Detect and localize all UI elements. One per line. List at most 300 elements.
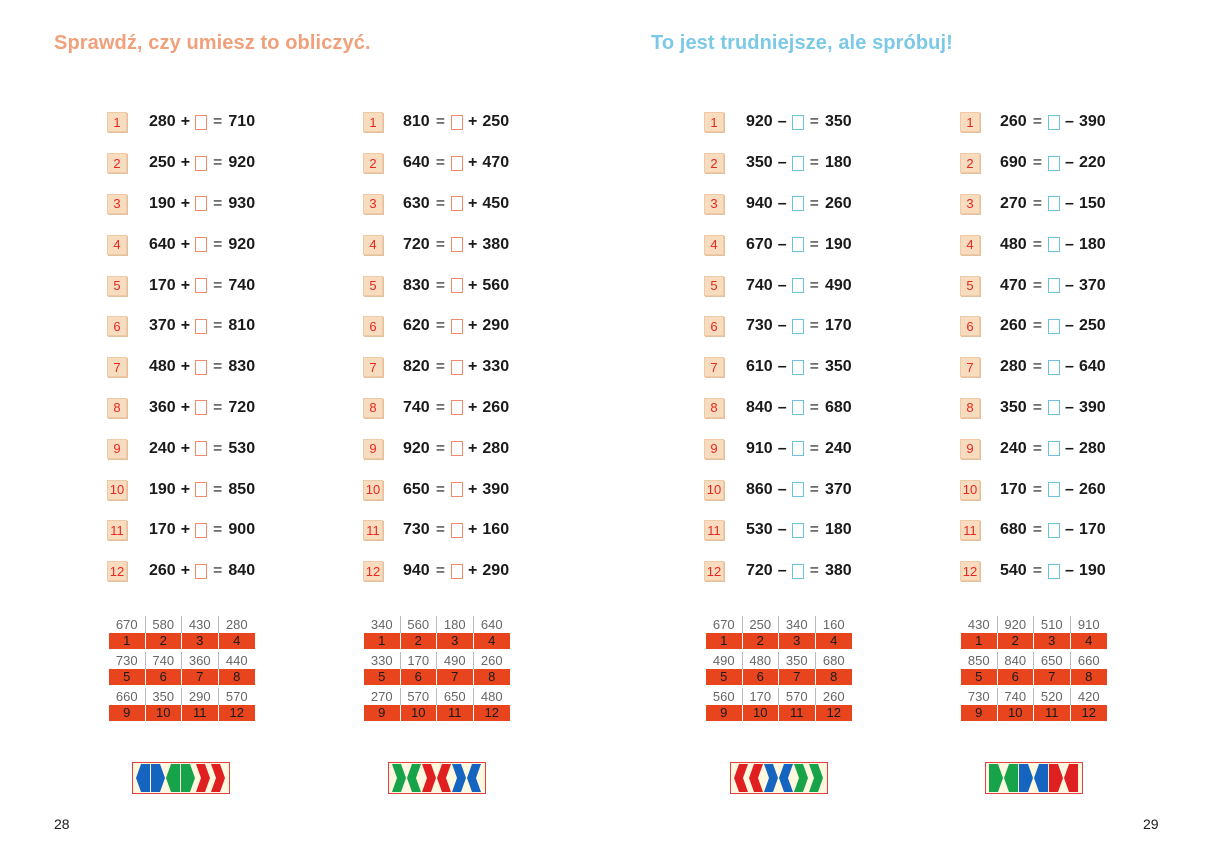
equals-sign: =: [1032, 480, 1043, 498]
equation: [746, 440, 852, 458]
answer-value: 430: [182, 616, 219, 633]
equals-sign: =: [435, 439, 446, 457]
operator: +: [180, 562, 191, 580]
operand-a: 350: [1000, 398, 1027, 416]
exercise-number: 3: [960, 194, 980, 214]
exercise-row: [960, 428, 1120, 469]
answer-value: 840: [998, 652, 1035, 669]
page-number-left: 28: [54, 816, 70, 832]
equation: [746, 521, 852, 539]
answer-values-row: [961, 652, 1107, 669]
exercise-number: 7: [960, 357, 980, 377]
answer-value: 430: [961, 616, 998, 633]
exercise-row: [704, 510, 864, 551]
answer-number: 2: [146, 633, 183, 649]
answer-number: 9: [961, 705, 998, 721]
exercise-number: 6: [363, 316, 383, 336]
equation: [746, 562, 852, 580]
operator: +: [180, 480, 191, 498]
exercise-number: 9: [960, 439, 980, 459]
operand-c: 370: [824, 480, 852, 498]
operand-a: 920: [746, 113, 773, 131]
answer-values-row: [109, 616, 255, 633]
pattern-code-1: [132, 762, 230, 794]
exercise-number: 5: [107, 276, 127, 296]
operator: –: [777, 317, 787, 335]
equation: [403, 481, 509, 499]
answer-box[interactable]: [792, 564, 804, 579]
pattern-shape: [794, 764, 808, 792]
answer-value: 850: [961, 652, 998, 669]
answer-box[interactable]: [1048, 278, 1060, 293]
answer-box[interactable]: [195, 400, 207, 415]
exercise-row: [704, 388, 864, 429]
operand-a: 940: [403, 562, 430, 580]
equation: [149, 521, 255, 539]
answer-box[interactable]: [451, 441, 463, 456]
answer-value: 170: [401, 652, 438, 669]
operand-c: 260: [482, 398, 510, 416]
operand-c: 250: [482, 113, 510, 131]
operand-a: 170: [149, 276, 176, 294]
answer-number: 2: [998, 633, 1035, 649]
answer-box[interactable]: [1048, 319, 1060, 334]
answer-value: 520: [1034, 688, 1071, 705]
answer-value: 170: [743, 688, 780, 705]
operand-a: 370: [149, 317, 176, 335]
answer-box[interactable]: [195, 360, 207, 375]
equation: [1000, 358, 1106, 376]
answer-box[interactable]: [792, 360, 804, 375]
answer-box[interactable]: [451, 278, 463, 293]
answer-box[interactable]: [195, 564, 207, 579]
operand-c: 380: [482, 235, 510, 253]
answer-box[interactable]: [792, 237, 804, 252]
answer-box[interactable]: [792, 482, 804, 497]
answer-value: 650: [1034, 652, 1071, 669]
equals-sign: =: [435, 276, 446, 294]
exercise-number: 1: [107, 112, 127, 132]
answer-value: 670: [706, 616, 743, 633]
answer-number: 1: [364, 633, 401, 649]
operator: +: [468, 154, 478, 172]
answer-value: 560: [706, 688, 743, 705]
operator: +: [468, 521, 478, 539]
answer-box[interactable]: [451, 523, 463, 538]
equals-sign: =: [809, 113, 819, 131]
exercise-number: 3: [107, 194, 127, 214]
operand-a: 260: [1000, 317, 1027, 335]
operand-a: 860: [746, 480, 773, 498]
answer-values-row: [364, 688, 510, 705]
answer-box[interactable]: [451, 237, 463, 252]
exercise-number: 9: [704, 439, 724, 459]
equals-sign: =: [1032, 113, 1043, 131]
operand-c: 740: [228, 276, 256, 294]
equals-sign: =: [1032, 317, 1043, 335]
pattern-shape: [764, 764, 778, 792]
equation: [403, 317, 509, 335]
exercise-row: [107, 428, 267, 469]
operator: +: [180, 194, 191, 212]
exercise-row: [704, 102, 864, 143]
equals-sign: =: [435, 521, 446, 539]
equation: [746, 195, 852, 213]
answer-values-row: [961, 616, 1107, 633]
answer-box[interactable]: [451, 156, 463, 171]
equals-sign: =: [435, 398, 446, 416]
equation: [1000, 440, 1106, 458]
answer-number: 11: [437, 705, 474, 721]
answer-number: 9: [109, 705, 146, 721]
operand-a: 740: [403, 398, 430, 416]
answer-box[interactable]: [1048, 196, 1060, 211]
pattern-shape: [1019, 764, 1033, 792]
operator: –: [1065, 521, 1074, 539]
operand-c: 810: [228, 317, 256, 335]
answer-number: 11: [779, 705, 816, 721]
answer-box[interactable]: [1048, 400, 1060, 415]
exercise-row: [960, 510, 1120, 551]
equation: [403, 440, 509, 458]
answer-numbers-row: [706, 705, 852, 721]
answer-number: 5: [961, 669, 998, 685]
equals-sign: =: [213, 521, 223, 539]
answer-box[interactable]: [195, 237, 207, 252]
pattern-shape: [1034, 764, 1048, 792]
operand-c: 920: [228, 154, 256, 172]
answer-box[interactable]: [195, 441, 207, 456]
answer-box[interactable]: [792, 319, 804, 334]
exercise-column-2: [363, 102, 523, 592]
answer-values-row: [706, 652, 852, 669]
answer-value: 910: [1077, 617, 1100, 632]
exercise-row: [704, 469, 864, 510]
operand-a: 250: [149, 154, 176, 172]
operator: –: [777, 521, 787, 539]
equation: [1000, 521, 1106, 539]
equals-sign: =: [1032, 154, 1043, 172]
answer-number: 1: [706, 633, 743, 649]
answer-value: 490: [706, 652, 743, 669]
operand-c: 150: [1078, 194, 1106, 212]
answer-value: 260: [822, 689, 845, 704]
answer-value: 420: [1077, 689, 1100, 704]
equals-sign: =: [809, 358, 819, 376]
equals-sign: =: [213, 113, 223, 131]
pattern-shape: [166, 764, 180, 792]
equals-sign: =: [809, 317, 819, 335]
equation: [149, 154, 255, 172]
operand-c: 290: [482, 317, 510, 335]
exercise-row: [107, 102, 267, 143]
equation: [1000, 195, 1106, 213]
answer-number: 6: [401, 669, 438, 685]
exercise-number: 6: [704, 316, 724, 336]
operator: +: [468, 358, 478, 376]
answer-value: 480: [743, 652, 780, 669]
answer-box[interactable]: [451, 360, 463, 375]
answer-numbers-row: [364, 633, 510, 649]
operand-a: 240: [1000, 439, 1027, 457]
exercise-row: [107, 184, 267, 225]
equation: [403, 154, 509, 172]
equals-sign: =: [435, 235, 446, 253]
exercise-number: 3: [704, 194, 724, 214]
operand-c: 350: [824, 358, 852, 376]
answer-number: 12: [1071, 705, 1108, 721]
equation: [1000, 154, 1106, 172]
exercise-number: 11: [704, 520, 724, 540]
answer-value: 360: [182, 652, 219, 669]
answer-key-3: [706, 616, 852, 724]
exercise-row: [107, 469, 267, 510]
answer-box[interactable]: [792, 400, 804, 415]
operator: –: [777, 154, 787, 172]
operand-a: 640: [403, 154, 430, 172]
answer-number: 7: [182, 669, 219, 685]
operand-c: 250: [1078, 317, 1106, 335]
exercise-column-3: [704, 102, 864, 592]
operand-a: 920: [403, 439, 430, 457]
operand-c: 180: [1078, 235, 1106, 253]
exercise-row: [960, 469, 1120, 510]
answer-numbers-row: [109, 705, 255, 721]
operand-c: 280: [1078, 439, 1106, 457]
exercise-row: [704, 347, 864, 388]
operand-c: 290: [482, 562, 510, 580]
answer-numbers-row: [109, 633, 255, 649]
answer-box[interactable]: [451, 482, 463, 497]
equation: [403, 236, 509, 254]
equation: [403, 277, 509, 295]
exercise-row: [960, 347, 1120, 388]
exercise-row: [363, 469, 523, 510]
operator: –: [1065, 398, 1074, 416]
exercise-row: [107, 347, 267, 388]
answer-box[interactable]: [195, 115, 207, 130]
answer-value: 260: [480, 653, 503, 668]
answer-box[interactable]: [195, 156, 207, 171]
answer-box[interactable]: [1048, 115, 1060, 130]
answer-value: 180: [437, 616, 474, 633]
answer-numbers-row: [706, 633, 852, 649]
equals-sign: =: [1032, 562, 1043, 580]
answer-box[interactable]: [1048, 523, 1060, 538]
answer-box[interactable]: [195, 196, 207, 211]
answer-box[interactable]: [792, 441, 804, 456]
operand-a: 360: [149, 398, 176, 416]
exercise-number: 10: [363, 480, 383, 500]
answer-number: 7: [437, 669, 474, 685]
answer-number: 9: [364, 705, 401, 721]
answer-box[interactable]: [1048, 564, 1060, 579]
operator: –: [777, 194, 787, 212]
answer-value: 660: [109, 688, 146, 705]
answer-number: 5: [706, 669, 743, 685]
answer-value: 510: [1034, 616, 1071, 633]
answer-box[interactable]: [1048, 156, 1060, 171]
answer-box[interactable]: [451, 564, 463, 579]
operand-a: 670: [746, 235, 773, 253]
answer-box[interactable]: [451, 115, 463, 130]
equation: [746, 277, 852, 295]
pattern-shape: [422, 764, 436, 792]
equals-sign: =: [1032, 439, 1043, 457]
pattern-shape: [779, 764, 793, 792]
answer-number: 12: [219, 705, 256, 721]
operand-c: 390: [1078, 113, 1106, 131]
answer-number: 11: [1034, 705, 1071, 721]
exercise-number: 1: [363, 112, 383, 132]
answer-box[interactable]: [451, 319, 463, 334]
exercise-number: 2: [363, 153, 383, 173]
answer-number: 11: [182, 705, 219, 721]
answer-box[interactable]: [195, 523, 207, 538]
answer-value: 480: [480, 689, 503, 704]
answer-box[interactable]: [792, 278, 804, 293]
answer-box[interactable]: [451, 196, 463, 211]
exercise-number: 5: [704, 276, 724, 296]
equation: [149, 277, 255, 295]
answer-numbers-row: [961, 705, 1107, 721]
exercise-number: 8: [704, 398, 724, 418]
operand-a: 650: [403, 480, 430, 498]
operator: +: [180, 317, 191, 335]
exercise-number: 3: [363, 194, 383, 214]
equals-sign: =: [213, 317, 223, 335]
exercise-number: 8: [960, 398, 980, 418]
answer-box[interactable]: [195, 482, 207, 497]
operator: –: [777, 358, 787, 376]
answer-value: 680: [822, 653, 845, 668]
equation: [149, 317, 255, 335]
operand-a: 260: [149, 562, 176, 580]
operator: +: [180, 439, 191, 457]
operand-c: 170: [1078, 521, 1106, 539]
exercise-row: [960, 306, 1120, 347]
pattern-shape: [989, 764, 1003, 792]
operand-c: 260: [824, 194, 852, 212]
answer-numbers-row: [364, 669, 510, 685]
exercise-number: 12: [363, 561, 383, 581]
answer-number: 3: [182, 633, 219, 649]
operand-a: 480: [149, 358, 176, 376]
answer-number: 10: [998, 705, 1035, 721]
operator: –: [777, 398, 787, 416]
answer-box[interactable]: [1048, 441, 1060, 456]
equals-sign: =: [1032, 276, 1043, 294]
equals-sign: =: [213, 562, 223, 580]
exercise-number: 4: [960, 235, 980, 255]
answer-value: 570: [225, 689, 248, 704]
exercise-row: [960, 102, 1120, 143]
answer-value: 350: [146, 688, 183, 705]
operand-a: 810: [403, 113, 430, 131]
pattern-shapes: [733, 764, 825, 792]
answer-box[interactable]: [1048, 360, 1060, 375]
pattern-shapes: [988, 764, 1080, 792]
operand-a: 530: [746, 521, 773, 539]
answer-value: 560: [401, 616, 438, 633]
operand-a: 470: [1000, 276, 1027, 294]
equation: [149, 481, 255, 499]
answer-value: 670: [109, 616, 146, 633]
answer-box[interactable]: [1048, 482, 1060, 497]
operand-a: 630: [403, 194, 430, 212]
answer-box[interactable]: [792, 115, 804, 130]
equation: [1000, 317, 1106, 335]
operand-c: 680: [824, 398, 852, 416]
exercise-number: 11: [363, 520, 383, 540]
exercise-row: [107, 143, 267, 184]
operator: –: [1065, 317, 1074, 335]
exercise-number: 7: [704, 357, 724, 377]
answer-number: 3: [1034, 633, 1071, 649]
operand-a: 190: [149, 480, 176, 498]
pattern-shapes: [135, 764, 227, 792]
answer-box[interactable]: [792, 196, 804, 211]
operand-a: 910: [746, 439, 773, 457]
equals-sign: =: [809, 562, 819, 580]
answer-box[interactable]: [451, 400, 463, 415]
operator: +: [468, 480, 478, 498]
pattern-shape: [181, 764, 195, 792]
exercise-number: 8: [107, 398, 127, 418]
answer-numbers-row: [961, 633, 1107, 649]
operand-c: 930: [228, 194, 256, 212]
exercise-number: 6: [960, 316, 980, 336]
exercise-row: [107, 224, 267, 265]
answer-box[interactable]: [792, 523, 804, 538]
operand-c: 450: [482, 194, 510, 212]
operand-a: 260: [1000, 113, 1027, 131]
answer-value: 640: [480, 617, 503, 632]
exercise-row: [960, 265, 1120, 306]
exercise-row: [704, 306, 864, 347]
operator: –: [1065, 480, 1074, 498]
operator: –: [777, 276, 787, 294]
answer-box[interactable]: [792, 156, 804, 171]
exercise-number: 10: [107, 480, 127, 500]
answer-value: 730: [961, 688, 998, 705]
equation: [149, 236, 255, 254]
operator: –: [777, 235, 787, 253]
operand-c: 350: [824, 113, 852, 131]
equals-sign: =: [213, 276, 223, 294]
equals-sign: =: [213, 398, 223, 416]
operand-a: 350: [746, 154, 773, 172]
pattern-shape: [809, 764, 823, 792]
answer-box[interactable]: [195, 278, 207, 293]
equation: [746, 317, 852, 335]
operator: +: [180, 398, 191, 416]
equation: [1000, 236, 1106, 254]
answer-box[interactable]: [195, 319, 207, 334]
operator: +: [468, 235, 478, 253]
operator: –: [777, 439, 787, 457]
operand-c: 260: [1078, 480, 1106, 498]
exercise-number: 9: [363, 439, 383, 459]
answer-number: 7: [779, 669, 816, 685]
exercise-number: 4: [107, 235, 127, 255]
operand-c: 160: [482, 521, 510, 539]
exercise-row: [363, 265, 523, 306]
answer-box[interactable]: [1048, 237, 1060, 252]
equation: [403, 521, 509, 539]
operator: –: [777, 113, 787, 131]
operand-a: 280: [149, 113, 176, 131]
